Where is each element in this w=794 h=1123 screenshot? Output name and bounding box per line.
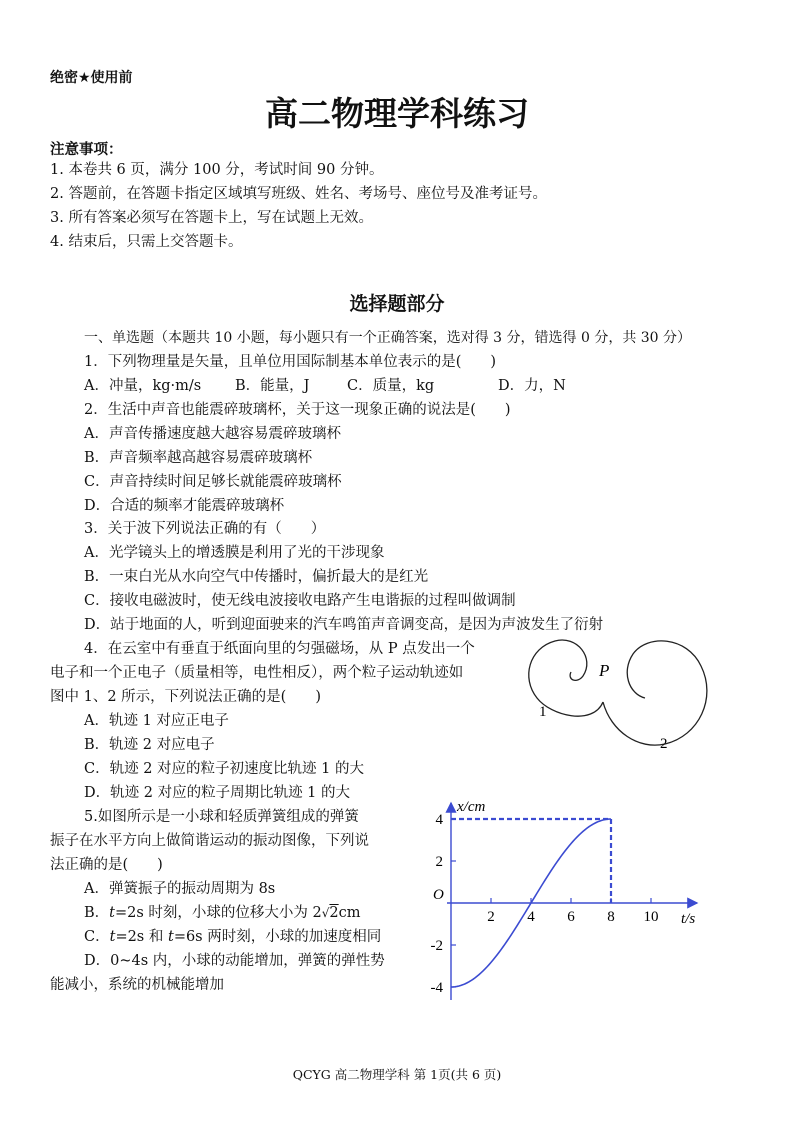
y-tick-label: -2 [430,938,443,954]
x-axis-label: t/s [681,911,696,927]
note-item: 1. 本卷共 6 页，满分 100 分，考试时间 90 分钟。 [50,162,384,178]
note-item: 2. 答题前，在答题卡指定区域填写班级、姓名、考场号、座位号及准考证号。 [50,186,547,202]
q4-option-a: A．轨迹 1 对应正电子 [84,713,229,729]
y-tick-label: 4 [435,812,443,828]
track-2-curve [603,641,707,745]
q2-option-c: C．声音持续时间足够长就能震碎玻璃杯 [84,474,342,490]
q1-option-d: D．力，N [498,378,566,394]
q1-option-c: C．质量，kg [347,378,435,394]
q5-stem-line: 法正确的是( ) [50,857,163,873]
q2-option-a: A．声音传播速度越大越容易震碎玻璃杯 [84,426,341,442]
part-intro: 一、单选题（本题共 10 小题，每小题只有一个正确答案，选对得 3 分，错选得 0 分，共 30 分） [84,330,692,346]
q4-option-d: D．轨迹 2 对应的粒子周期比轨迹 1 的大 [84,785,351,801]
q4-stem-line: 电子和一个正电子（质量相等，电性相反），两个粒子运动轨迹如 [50,665,464,681]
q1-option-a: A．冲量，kg·m/s [84,378,202,394]
q4-stem-line: 图中 1、2 所示，下列说法正确的是( ) [50,689,321,705]
x-tick-label: 4 [527,909,535,925]
q3-option-b: B．一束白光从水向空气中传播时，偏折最大的是红光 [84,569,429,585]
x-tick-label: 8 [607,909,615,925]
q5-stem-line: 振子在水平方向上做简谐运动的振动图像，下列说 [50,833,369,849]
vibration-chart [415,795,740,1000]
y-tick-label: -4 [430,980,443,996]
q5-option-b: B．t=2s 时刻，小球的位移大小为 2√2cm [84,905,361,921]
x-tick-label: 6 [567,909,575,925]
track-2-label: 2 [660,736,668,752]
x-tick-label: 10 [643,909,659,925]
q5-option-d-line: 能减小，系统的机械能增加 [50,977,224,993]
q5-option-c: C．t=2s 和 t=6s 两时刻，小球的加速度相同 [84,929,382,945]
section-title: 选择题部分 [349,293,445,315]
confidential-label: 绝密★使用前 [50,70,133,86]
q4-stem-line: 4．在云室中有垂直于纸面向里的匀强磁场，从 P 点发出一个 [84,641,475,657]
x-tick-label: 2 [487,909,495,925]
notes-heading: 注意事项： [50,142,123,158]
q3-option-c: C．接收电磁波时，使无线电波接收电路产生电谐振的过程叫做调制 [84,593,516,609]
y-axis-label: x/cm [457,799,486,815]
point-p-label: P [599,661,610,680]
q4-option-c: C．轨迹 2 对应的粒子初速度比轨迹 1 的大 [84,761,364,777]
track-1-label: 1 [539,704,547,720]
q5-option-d-line: D．0~4s 内，小球的动能增加，弹簧的弹性势 [84,953,385,969]
q3-option-d: D．站于地面的人，听到迎面驶来的汽车鸣笛声音调变高，是因为声波发生了衍射 [84,617,604,633]
page-title: 高二物理学科练习 [265,94,529,133]
page-footer: QCYG 高二物理学科 第 1页(共 6 页) [292,1067,502,1082]
q3-stem: 3．关于波下列说法正确的有（ ） [84,521,326,537]
q2-option-d: D．合适的频率才能震碎玻璃杯 [84,498,285,514]
q2-stem: 2．生活中声音也能震碎玻璃杯，关于这一现象正确的说法是( ) [84,402,511,418]
q4-option-b: B．轨迹 2 对应电子 [84,737,215,753]
q4-trajectory-figure [515,632,715,757]
note-item: 4. 结束后，只需上交答题卡。 [50,234,243,250]
q3-option-a: A．光学镜头上的增透膜是利用了光的干涉现象 [84,545,385,561]
q5-option-a: A．弹簧振子的振动周期为 8s [84,881,276,897]
q1-stem: 1．下列物理量是矢量，且单位用国际制基本单位表示的是( ) [84,354,497,370]
y-tick-label: 2 [435,854,443,870]
q2-option-b: B．声音频率越高越容易震碎玻璃杯 [84,450,313,466]
q1-option-b: B．能量，J [235,378,310,394]
q5-stem-line: 5.如图所示是一小球和轻质弹簧组成的弹簧 [84,809,359,825]
note-item: 3. 所有答案必须写在答题卡上，写在试题上无效。 [50,210,373,226]
origin-label: O [433,887,444,903]
